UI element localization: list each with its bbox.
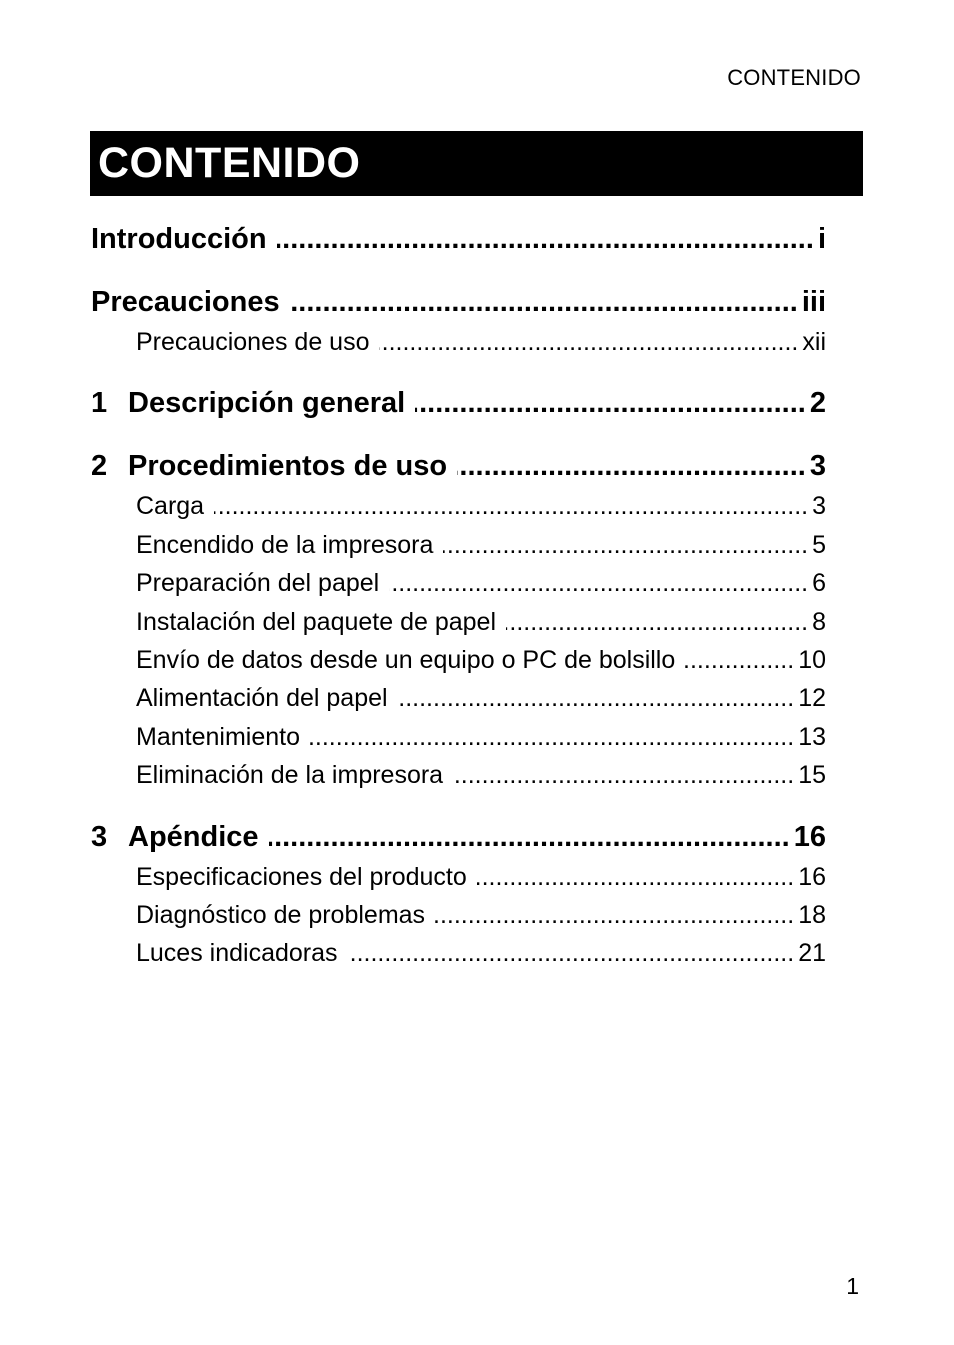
- toc-section-entry[interactable]: [91, 641, 826, 679]
- toc-entry-label: Procedimientos de uso: [128, 450, 448, 483]
- dot-leader: [290, 281, 798, 323]
- dot-leader: [435, 896, 794, 934]
- toc-section-entry[interactable]: [91, 603, 826, 641]
- toc-entry-label: Descripción general: [128, 387, 406, 420]
- toc-entry-label: Especificaciones del producto: [136, 862, 467, 891]
- toc-entry-label: Carga: [136, 492, 205, 521]
- dot-leader: [457, 445, 806, 487]
- toc-section-entry[interactable]: [91, 679, 826, 717]
- dot-leader: [685, 641, 794, 679]
- toc-entry-page: 10: [798, 645, 826, 674]
- toc-entry-label: Luces indicadoras: [136, 939, 338, 968]
- dot-leader: [269, 816, 790, 858]
- toc-entry-label: Diagnóstico de problemas: [136, 900, 426, 929]
- toc-entry-page: xii: [802, 328, 826, 356]
- toc-section-entry[interactable]: [91, 526, 826, 564]
- toc-chapter-entry[interactable]: [91, 382, 826, 424]
- toc-entry-page: 3: [809, 450, 826, 483]
- toc-entry-label: Mantenimiento: [136, 722, 300, 751]
- toc-entry-page: 12: [798, 684, 826, 713]
- toc-entry-page: 15: [798, 761, 826, 790]
- toc-entry-page: 16: [798, 862, 826, 891]
- toc-section-entry[interactable]: [91, 934, 826, 972]
- toc-entry-page: 16: [793, 820, 826, 853]
- toc-entry-label: Alimentación del papel: [136, 684, 388, 713]
- toc-entry-number: 1: [91, 387, 108, 420]
- toc-chapter-entry[interactable]: [91, 218, 826, 260]
- toc-entry-page: 8: [812, 607, 826, 636]
- toc-entry-page: 2: [809, 387, 826, 420]
- toc-entry-page: 18: [798, 900, 826, 929]
- toc-section-entry[interactable]: [91, 756, 826, 794]
- toc-spacer: [91, 795, 826, 816]
- dot-leader: [389, 564, 808, 602]
- toc-entry-label: Instalación del paquete de papel: [136, 607, 497, 636]
- dot-leader: [379, 323, 798, 361]
- toc-entry-label: Precauciones de uso: [136, 328, 370, 356]
- toc-entry-page: iii: [801, 286, 826, 318]
- toc-entry-page: 5: [812, 530, 826, 559]
- dot-leader: [477, 858, 794, 896]
- toc-chapter-entry[interactable]: [91, 445, 826, 487]
- dot-leader: [277, 218, 814, 260]
- toc-section-entry[interactable]: [91, 323, 826, 361]
- toc-entry-label: Eliminación de la impresora: [136, 761, 444, 790]
- toc-entry-number: 3: [91, 820, 108, 853]
- toc-entry-page: 3: [812, 492, 826, 521]
- dot-leader: [506, 603, 808, 641]
- page-title: CONTENIDO: [98, 139, 361, 187]
- toc-spacer: [91, 361, 826, 382]
- dot-leader: [310, 718, 794, 756]
- toc-entry-page: i: [817, 223, 826, 255]
- toc-chapter-entry[interactable]: [91, 816, 826, 858]
- dot-leader: [398, 679, 795, 717]
- toc-entry-page: 13: [798, 722, 826, 751]
- dot-leader: [453, 756, 794, 794]
- dot-leader: [415, 382, 806, 424]
- toc-spacer: [91, 260, 826, 281]
- toc-spacer: [91, 424, 826, 445]
- toc-section-entry[interactable]: [91, 564, 826, 602]
- toc-entry-page: 21: [798, 939, 826, 968]
- running-header: CONTENIDO: [727, 65, 861, 90]
- toc-entry-label: Preparación del papel: [136, 569, 380, 598]
- toc-section-entry[interactable]: [91, 718, 826, 756]
- toc-entry-label: Apéndice: [128, 820, 259, 853]
- toc-entry-label: Encendido de la impresora: [136, 530, 434, 559]
- toc-chapter-entry[interactable]: [91, 281, 826, 323]
- toc-section-entry[interactable]: [91, 858, 826, 896]
- title-bar: [90, 131, 863, 196]
- toc-entry-label: Precauciones: [91, 286, 280, 318]
- toc-section-entry[interactable]: [91, 896, 826, 934]
- toc-entry-number: 2: [91, 450, 108, 483]
- toc-entry-label: Envío de datos desde un equipo o PC de bolsillo: [136, 645, 676, 674]
- toc-entry-page: 6: [812, 569, 826, 598]
- dot-leader: [443, 526, 808, 564]
- toc-entry-label: Introducción: [91, 223, 267, 255]
- dot-leader: [214, 487, 808, 525]
- page-number: 1: [846, 1273, 859, 1299]
- dot-leader: [348, 934, 795, 972]
- table-of-contents: [91, 218, 826, 973]
- toc-section-entry[interactable]: [91, 487, 826, 525]
